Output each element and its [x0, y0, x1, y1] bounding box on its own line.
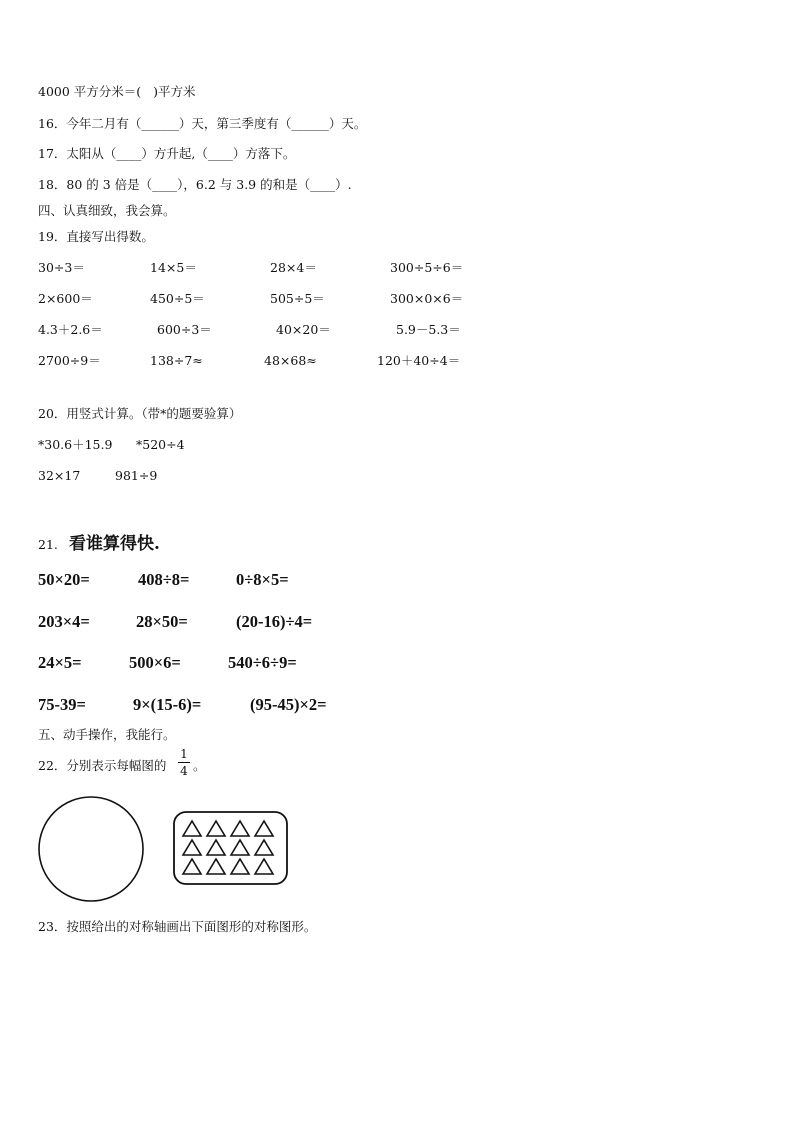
q19-item: 600÷3＝	[157, 322, 212, 337]
section-5-heading: 五、动手操作，我能行。	[38, 727, 176, 742]
q21-item: 203×4=	[38, 612, 90, 631]
triangle-shape	[231, 821, 249, 836]
q21-item: 408÷8=	[138, 570, 190, 589]
question-16: 16．今年二月有（______）天，第三季度有（______）天。	[38, 116, 367, 131]
q21-item: (20-16)÷4=	[236, 612, 313, 631]
q21-item: 0÷8×5=	[236, 570, 289, 589]
q21-item: 50×20=	[38, 570, 90, 589]
q20-item: 981÷9	[115, 468, 158, 483]
circle-figure	[36, 795, 148, 907]
q19-item: 2700÷9＝	[38, 353, 101, 368]
q19-item: 120＋40÷4＝	[377, 353, 461, 368]
question-19: 19．直接写出得数。	[38, 229, 154, 244]
fraction-numerator: 1	[180, 747, 188, 761]
question-21	[38, 529, 160, 554]
q19-item: 300×0×6＝	[390, 291, 464, 306]
q19-item: 14×5＝	[150, 260, 197, 275]
triangle-shape	[183, 859, 201, 874]
q19-item: 138÷7≈	[150, 353, 203, 368]
triangle-shape	[231, 840, 249, 855]
q21-item: 75-39=	[38, 695, 86, 714]
q19-item: 5.9－5.3＝	[396, 322, 461, 337]
q19-item: 450÷5＝	[150, 291, 205, 306]
fraction-bar	[178, 762, 190, 763]
fraction-one-quarter	[178, 748, 190, 777]
triangle-shape	[255, 821, 273, 836]
q19-item: 4.3＋2.6＝	[38, 322, 103, 337]
q19-item: 48×68≈	[264, 353, 317, 368]
q19-item: 300÷5÷6＝	[390, 260, 464, 275]
triangle-shape	[183, 821, 201, 836]
triangle-shape	[255, 840, 273, 855]
q20-item: *30.6＋15.9	[38, 437, 113, 452]
q20-item: 32×17	[38, 468, 81, 483]
q20-item: *520÷4	[136, 437, 185, 452]
q19-item: 2×600＝	[38, 291, 93, 306]
question-22: 22．分别表示每幅图的	[38, 758, 167, 773]
section-4-heading: 四、认真细致，我会算。	[38, 203, 176, 218]
triangle-shape	[207, 840, 225, 855]
triangle-shape	[207, 859, 225, 874]
triangle-shape	[183, 840, 201, 855]
q19-item: 40×20＝	[276, 322, 331, 337]
question-23: 23．按照给出的对称轴画出下面图形的对称图形。	[38, 919, 317, 934]
question-18: 18．80 的 3 倍是（____），6.2 与 3.9 的和是（____）.	[38, 177, 352, 192]
triangle-shape	[255, 859, 273, 874]
q21-item: (95-45)×2=	[250, 695, 327, 714]
q19-item: 30÷3＝	[38, 260, 85, 275]
question-20: 20．用竖式计算。（带*的题要验算）	[38, 406, 242, 421]
question-17: 17．太阳从（____）方升起,（____）方落下。	[38, 146, 296, 161]
q19-item: 505÷5＝	[270, 291, 325, 306]
question-22-end: 。	[193, 758, 206, 773]
q21-item: 24×5=	[38, 653, 82, 672]
q21-item: 540÷6÷9=	[228, 653, 297, 672]
fill-in-top: 4000 平方分米＝( )平方米	[38, 84, 196, 99]
fraction-denominator: 4	[180, 764, 188, 778]
triangle-box-figure	[172, 810, 292, 890]
triangle-shape	[207, 821, 225, 836]
triangle-shape	[231, 859, 249, 874]
q21-item: 9×(15-6)=	[133, 695, 202, 714]
q19-item: 28×4＝	[270, 260, 317, 275]
question-21-number: 21.	[38, 537, 58, 552]
question-21-text: 看谁算得快.	[68, 534, 160, 554]
q21-item: 500×6=	[129, 653, 181, 672]
q21-item: 28×50=	[136, 612, 188, 631]
